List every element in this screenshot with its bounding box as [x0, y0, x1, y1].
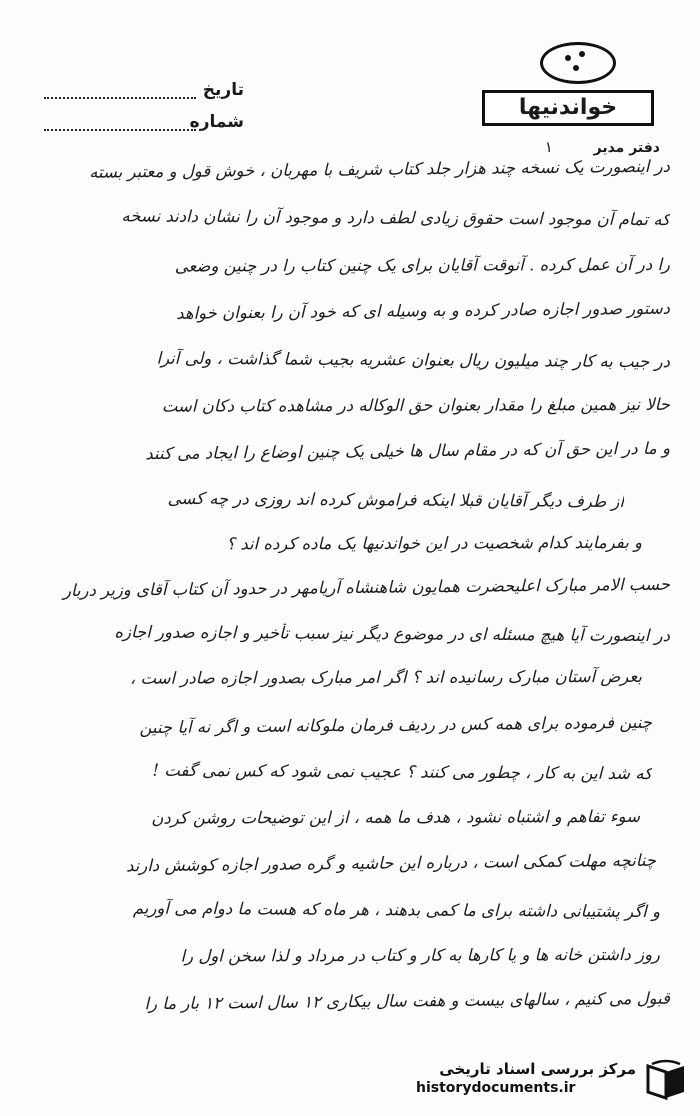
date-dotted-line: [44, 97, 196, 99]
letter-line: و اگر پشتیبانی داشته برای ما کمی بدهند ، هر ماه که هست ما دوام می آوریم: [132, 898, 661, 922]
watermark-org: مرکز بررسی اسناد تاریخی: [439, 1060, 636, 1078]
office-line: [480, 138, 660, 156]
letter-line: چنین فرموده برای همه کس در ردیف فرمان ملوکانه است و اگر نه آیا چنین: [139, 712, 653, 738]
letter-line: سوء تفاهم و اشتباه نشود ، هدف ما همه ، از این توضیحات روشن کردن: [151, 806, 641, 828]
archive-book-icon: [642, 1056, 690, 1104]
magazine-logo: [482, 38, 654, 138]
date-label: تاریخ: [202, 80, 244, 100]
date-field: [44, 80, 244, 104]
logo-emblem-icon: [540, 42, 616, 84]
letter-line: از طرف دیگر آقایان قبلا اینکه فراموش کرده اند روزی در چه کسی: [167, 488, 625, 512]
letter-line: که شد این به کار ، چطور می کنند ؟ عجیب نمی شود که کس نمی گفت !: [152, 760, 653, 784]
letter-line: حالا نیز همین مبلغ را مقدار بعنوان حق الوکاله در مشاهده کتاب دکان است: [161, 394, 671, 416]
office-label: دفتر مدیر: [593, 140, 660, 156]
letter-line: و ما در این حق آن که در مقام سال ها خیلی یک چنین اوضاع را ایجاد می کنند: [145, 438, 671, 464]
letter-line: قبول می کنیم ، سالهای بیست و هفت سال بیکاری ۱۲ سال است ۱۲ بار ما را: [144, 988, 671, 1014]
letter-line: بعرض آستان مبارک رسانیده اند ؟ اگر امر مبارک بصدور اجازه صادر است ،: [129, 666, 643, 688]
logo-text: خواندنیها: [482, 90, 654, 126]
number-field: [44, 112, 244, 136]
letter-line: در اینصورت یک نسخه چند هزار جلد کتاب شریف با مهربان ، خوش قول و معتبر بسته: [89, 156, 671, 182]
letter-line: را در آن عمل کرده . آنوقت آقایان برای یک چنین کتاب را در چنین وضعی: [174, 254, 671, 276]
page-number: ۱: [544, 138, 553, 156]
archive-watermark: [406, 1060, 636, 1096]
letter-line: در اینصورت آیا هیچ مسئله ای در موضوع دیگر نیز سبب تأخیر و اجازه صدور اجازه: [114, 622, 671, 646]
letter-line: و بفرمایند کدام شخصیت در این خواندنیها یک ماده کرده اند ؟: [226, 532, 643, 554]
letter-line: دستور صدور اجازه صادر کرده و به وسیله ای که خود آن را بعنوان خواهد: [176, 298, 671, 323]
number-dotted-line: [44, 129, 196, 131]
letter-line: روز داشتن خانه ها و یا کارها به کار و کتاب در مرداد و لذا سخن اول را: [180, 944, 661, 966]
letter-line: حسب الامر مبارک اعلیحضرت همایون شاهنشاه آریامهر در حدود آن کتاب آقای وزیر دربار: [62, 574, 671, 601]
letter-line: چنانچه مهلت کمکی است ، درباره این حاشیه و گره صدور اجازه کوشش دارند: [125, 850, 657, 876]
letter-line: در جیب به کار چند میلیون ریال بعنوان عشریه بجیب شما گذاشت ، ولی آنرا: [156, 348, 671, 372]
number-label: شماره: [189, 112, 244, 132]
letter-line: که تمام آن موجود است حقوق زیادی لطف دارد و موجود آن را نشان دادند نسخه: [121, 206, 671, 230]
watermark-url: historydocuments.ir: [416, 1080, 576, 1096]
